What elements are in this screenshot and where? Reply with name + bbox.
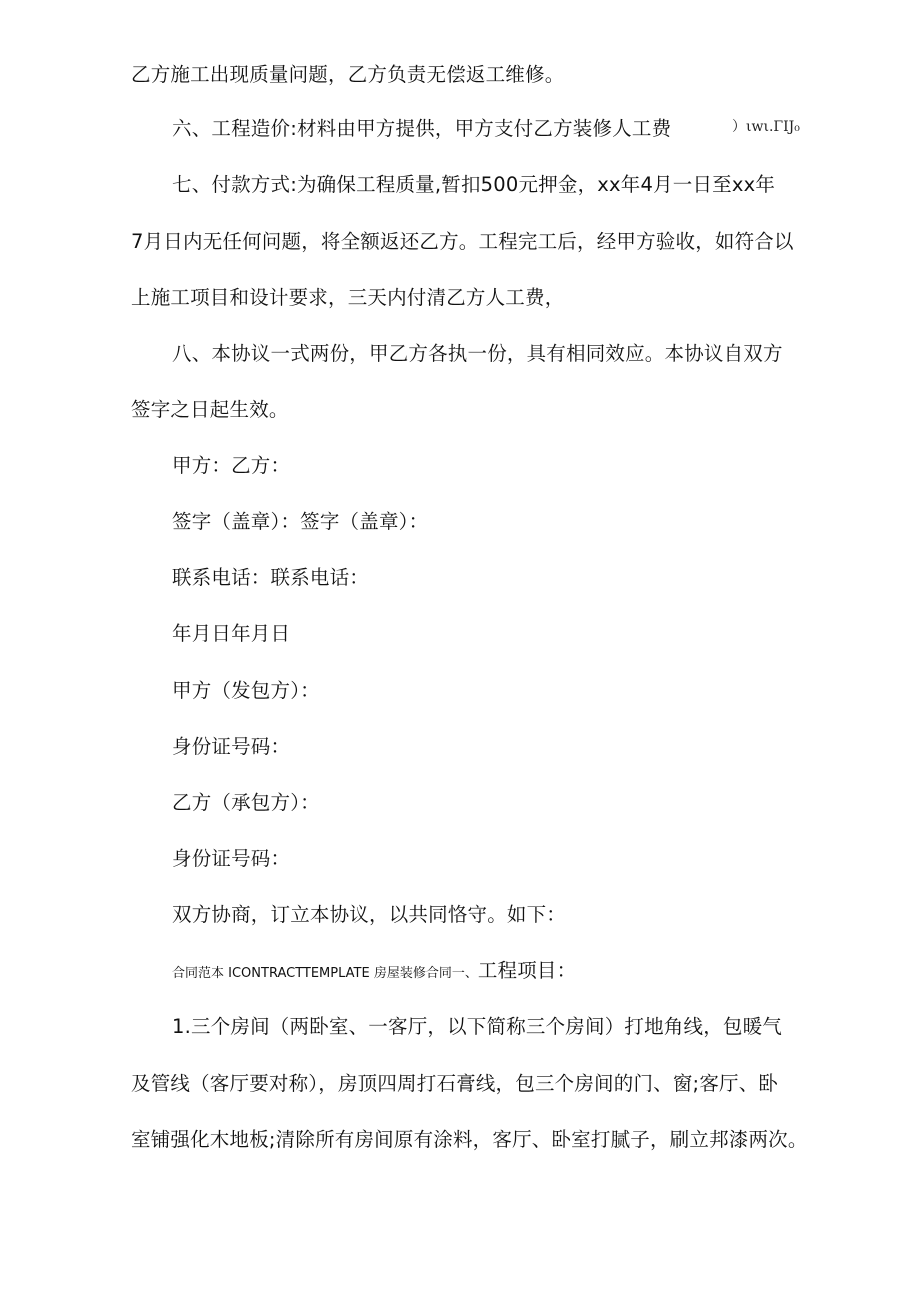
- paragraph-line-copies-2: 签字之日起生效。: [131, 398, 289, 421]
- signature-seal-line: 签字（盖章）：签字（盖章）：: [172, 510, 429, 533]
- signature-party-line: 甲方：乙方：: [172, 454, 291, 477]
- party-b-contractor-line: 乙方（承包方）：: [172, 791, 320, 814]
- project-item-line-1: 1.三个房间（两卧室、一客厅，以下简称三个房间）打地角线，包暖气: [172, 1015, 783, 1038]
- party-b-id-line: 身份证号码：: [172, 847, 291, 870]
- date-line: 年月日年月日: [172, 622, 291, 645]
- section-heading: [172, 957, 576, 988]
- project-item-line-2: 及管线（客厅要对称），房顶四周打石膏线，包三个房间的门、窗;客厅、卧: [131, 1072, 779, 1095]
- paragraph-line-payment-3: 上施工项目和设计要求，三天内付清乙方人工费，: [131, 286, 565, 309]
- agreement-intro-line: 双方协商，订立本协议，以共同恪守。如下：: [172, 903, 567, 926]
- party-a-employer-line: 甲方（发包方）：: [172, 679, 320, 702]
- project-item-line-3: 室铺强化木地板;清除所有房间原有涂料，客厅、卧室打腻子，刷立邦漆两次。: [131, 1128, 808, 1151]
- project-heading-label: 工程项目：: [477, 959, 577, 982]
- paragraph-line-price: 六、工程造价:材料由甲方提供，甲方支付乙方装修人工费: [172, 117, 672, 140]
- paragraph-line-quality: 乙方施工出现质量问题，乙方负责无偿返工维修。: [131, 63, 565, 86]
- template-heading-label: 合同范本 ICONTRACTTEMPLATE 房屋装修合同一、: [172, 966, 478, 981]
- party-a-id-line: 身份证号码：: [172, 735, 291, 758]
- contact-phone-line: 联系电话：联系电话：: [172, 566, 370, 589]
- paragraph-line-payment-2: 7月日内无任何问题，将全额返还乙方。工程完工后，经甲方验收，如符合以: [131, 230, 794, 253]
- paragraph-line-payment-1: 七、付款方式:为确保工程质量,暂扣500元押金，xx年4月一日至xx年: [172, 173, 776, 196]
- paragraph-line-copies-1: 八、本协议一式两份，甲乙方各执一份，具有相同效应。本协议自双方: [172, 342, 783, 365]
- price-scan-artifact: ）ιwι.ΓΙJ₀: [732, 119, 800, 135]
